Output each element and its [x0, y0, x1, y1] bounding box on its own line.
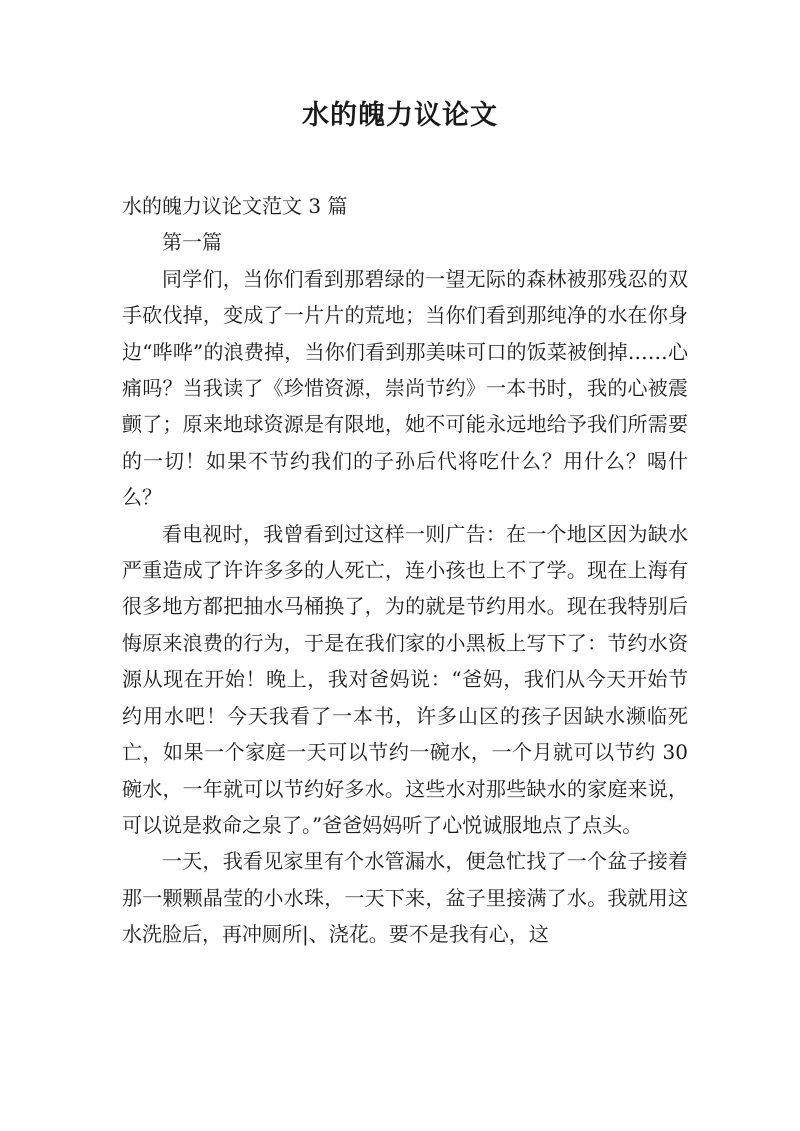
document-title: 水的魄力议论文 — [302, 100, 498, 131]
paragraph-1: 同学们，当你们看到那碧绿的一望无际的森林被那残忍的双手砍伐掉，变成了一片片的荒地；当你们看到那纯净的水在你身边“哗哗”的浪费掉，当你们看到那美味可口的饭菜被倒掉……心痛吗？当我读了《珍惜资源，崇尚节约》一本书时，我的心被震颤了；原来地球资源是有限地，她不可能永远地给予我们所需要的一切！如果不节约我们的子孙后代将吃什么？用什么？喝什么？ — [122, 266, 688, 510]
paragraph-3: 一天，我看见家里有个水管漏水，便急忙找了一个盆子接着那一颗颗晶莹的小水珠，一天下来，盆子里接满了水。我就用这水洗脸后，再冲厕所|、浇花。要不是我有心，这 — [122, 849, 688, 947]
document-subtitle: 水的魄力议论文范文 3 篇 — [122, 194, 348, 218]
section-heading: 第一篇 — [162, 230, 222, 255]
document-body — [122, 188, 688, 953]
paragraph-2: 看电视时，我曾看到过这样一则广告：在一个地区因为缺水严重造成了许许多多的人死亡，连小孩也上不了学。现在上海有很多地方都把抽水马桶换了，为的就是节约用水。现在我特别后悔原来浪费的行为，于是在我们家的小黑板上写下了：节约水资源从现在开始！晚上，我对爸妈说：“爸妈，我们从今天开始节约用水吧！今天我看了一本书，许多山区的孩子因缺水濒临死亡，如果一个家庭一天可以节约一碗水，一个月就可以节约 30 碗水，一年就可以节约好多水。这些水对那些缺水的家庭来说，可以说是救命之泉了。”爸爸妈妈听了心悦诚服地点了点头。 — [122, 521, 688, 837]
